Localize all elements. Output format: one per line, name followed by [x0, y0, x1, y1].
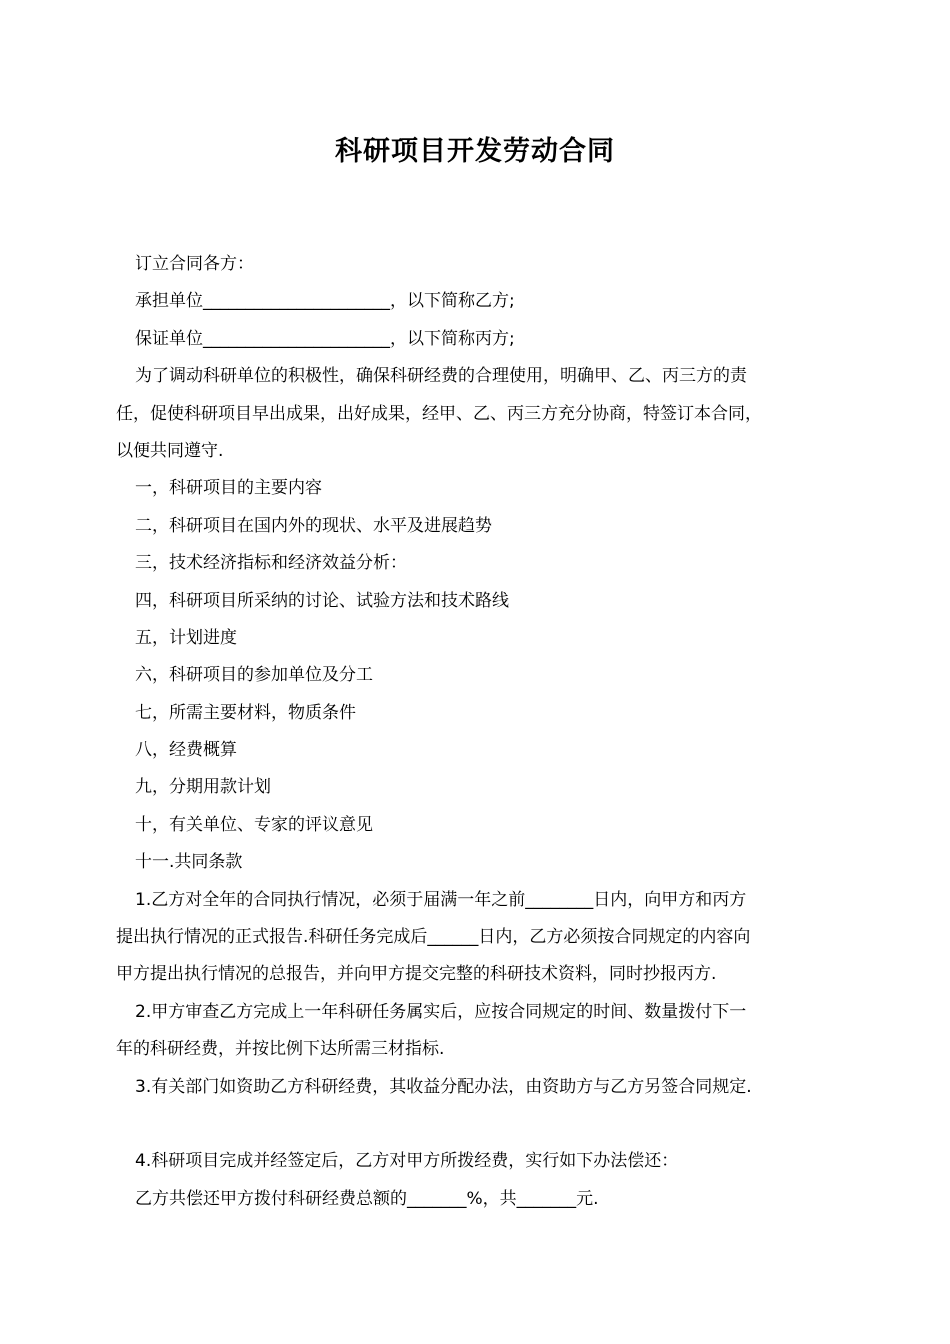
contract-line: 任，促使科研项目早出成果，出好成果，经甲、乙、丙三方充分协商，特签订本合同， — [116, 403, 762, 424]
contract-line: 2.甲方审查乙方完成上一年科研任务属实后，应按合同规定的时间、数量拨付下一 — [135, 1001, 747, 1022]
contract-line: 承担单位______________________，以下简称乙方; — [135, 291, 515, 312]
contract-line: 八，经费概算 — [135, 740, 237, 761]
contract-line: 二，科研项目在国内外的现状、水平及进展趋势 — [135, 515, 492, 536]
contract-line: 提出执行情况的正式报告.科研任务完成后______日内，乙方必须按合同规定的内容向 — [116, 927, 751, 948]
document-title: 科研项目开发劳动合同 — [335, 136, 615, 167]
contract-line: 甲方提出执行情况的总报告，并向甲方提交完整的科研技术资料，同时抄报丙方. — [116, 964, 717, 985]
contract-line: 一，科研项目的主要内容 — [135, 478, 322, 499]
document-body — [116, 246, 846, 1218]
contract-line: 保证单位______________________，以下简称丙方; — [135, 328, 515, 349]
contract-line: 4.科研项目完成并经签定后，乙方对甲方所拨经费，实行如下办法偿还： — [135, 1151, 679, 1172]
contract-line: 年的科研经费，并按比例下达所需三材指标. — [116, 1039, 445, 1060]
contract-line: 十，有关单位、专家的评议意见 — [135, 814, 373, 835]
contract-line: 3.有关部门如资助乙方科研经费，其收益分配办法，由资助方与乙方另签合同规定. — [135, 1076, 752, 1097]
contract-line: 十一.共同条款 — [135, 852, 243, 873]
contract-line: 三，技术经济指标和经济效益分析： — [135, 553, 407, 574]
contract-line: 乙方共偿还甲方拨付科研经费总额的_______%，共_______元. — [135, 1188, 599, 1209]
contract-line: 以便共同遵守. — [116, 440, 224, 461]
contract-line: 九，分期用款计划 — [135, 777, 271, 798]
contract-line: 1.乙方对全年的合同执行情况，必须于届满一年之前________日内，向甲方和丙方 — [135, 889, 747, 910]
contract-line: 七，所需主要材料，物质条件 — [135, 702, 356, 723]
contract-line: 订立合同各方： — [135, 254, 254, 274]
contract-line: 四，科研项目所采纳的讨论、试验方法和技术路线 — [135, 590, 509, 611]
blank-line — [116, 1106, 846, 1143]
contract-line: 五，计划进度 — [135, 627, 237, 648]
contract-line: 为了调动科研单位的积极性，确保科研经费的合理使用，明确甲、乙、丙三方的责 — [135, 366, 747, 387]
contract-line: 六，科研项目的参加单位及分工 — [135, 665, 373, 686]
